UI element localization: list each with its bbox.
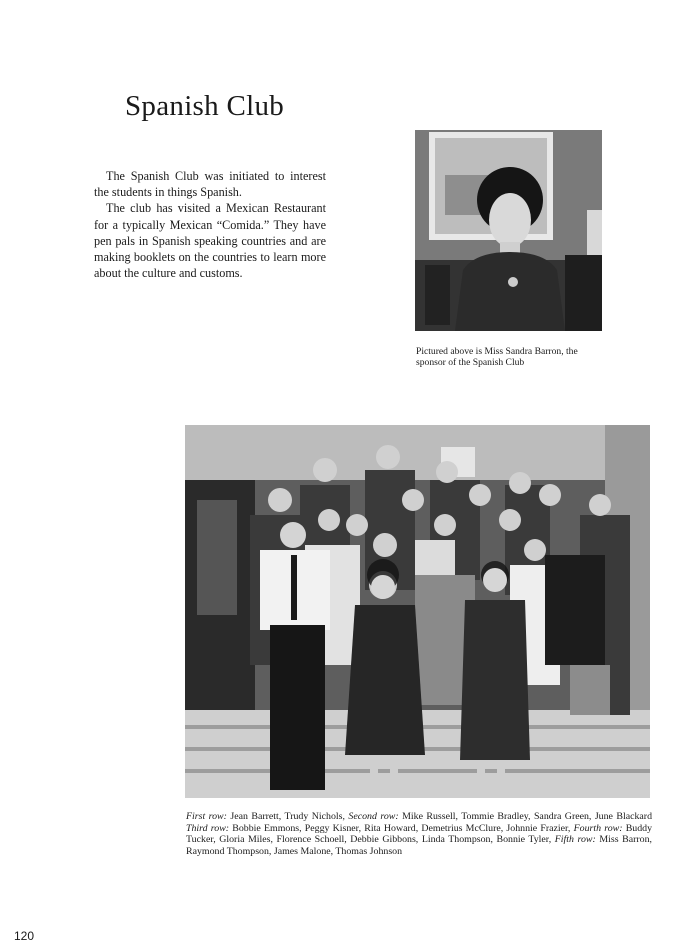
intro-paragraph-2: The club has visited a Mexican Restaurant for a typically Mexican “Comida.” They have pen pals in Spanish speaking countries and are making booklets on the countries to learn more about the culture and customs. [94, 201, 326, 281]
row3-label: Third row: [186, 822, 230, 834]
intro-paragraph-1: The Spanish Club was initiated to interest the students in things Spanish. [94, 169, 326, 200]
row3-names: Bobbie Emmons, Peggy Kisner, Rita Howard, Demetrius McClure, Johnnie Frazier, [232, 822, 571, 834]
row1-label: First row: [186, 811, 227, 822]
row2-label: Second row: [348, 811, 399, 822]
row4-label: Fourth row: [573, 822, 623, 834]
page-title: Spanish Club [125, 90, 285, 122]
row1-names: Jean Barrett, Trudy Nichols, [230, 811, 345, 822]
group-photo [185, 425, 650, 798]
sponsor-photo [415, 130, 602, 331]
page-number: 120 [14, 929, 35, 943]
row4-names: Buddy Tucker, Gloria Miles, Florence Schoell, Debbie Gibbons, Linda Thompson, Bonnie Tyler, [186, 822, 653, 846]
group-caption [186, 811, 652, 857]
sponsor-caption: Pictured above is Miss Sandra Barron, the sponsor of the Spanish Club [416, 346, 578, 368]
row5-names: Miss Barron, Raymond Thompson, James Malone, Thomas Johnson [186, 834, 652, 857]
row5-label: Fifth row: [554, 834, 596, 846]
row2-names: Mike Russell, Tommie Bradley, Sandra Green, June Blackard [402, 811, 653, 822]
intro-text [94, 168, 326, 281]
